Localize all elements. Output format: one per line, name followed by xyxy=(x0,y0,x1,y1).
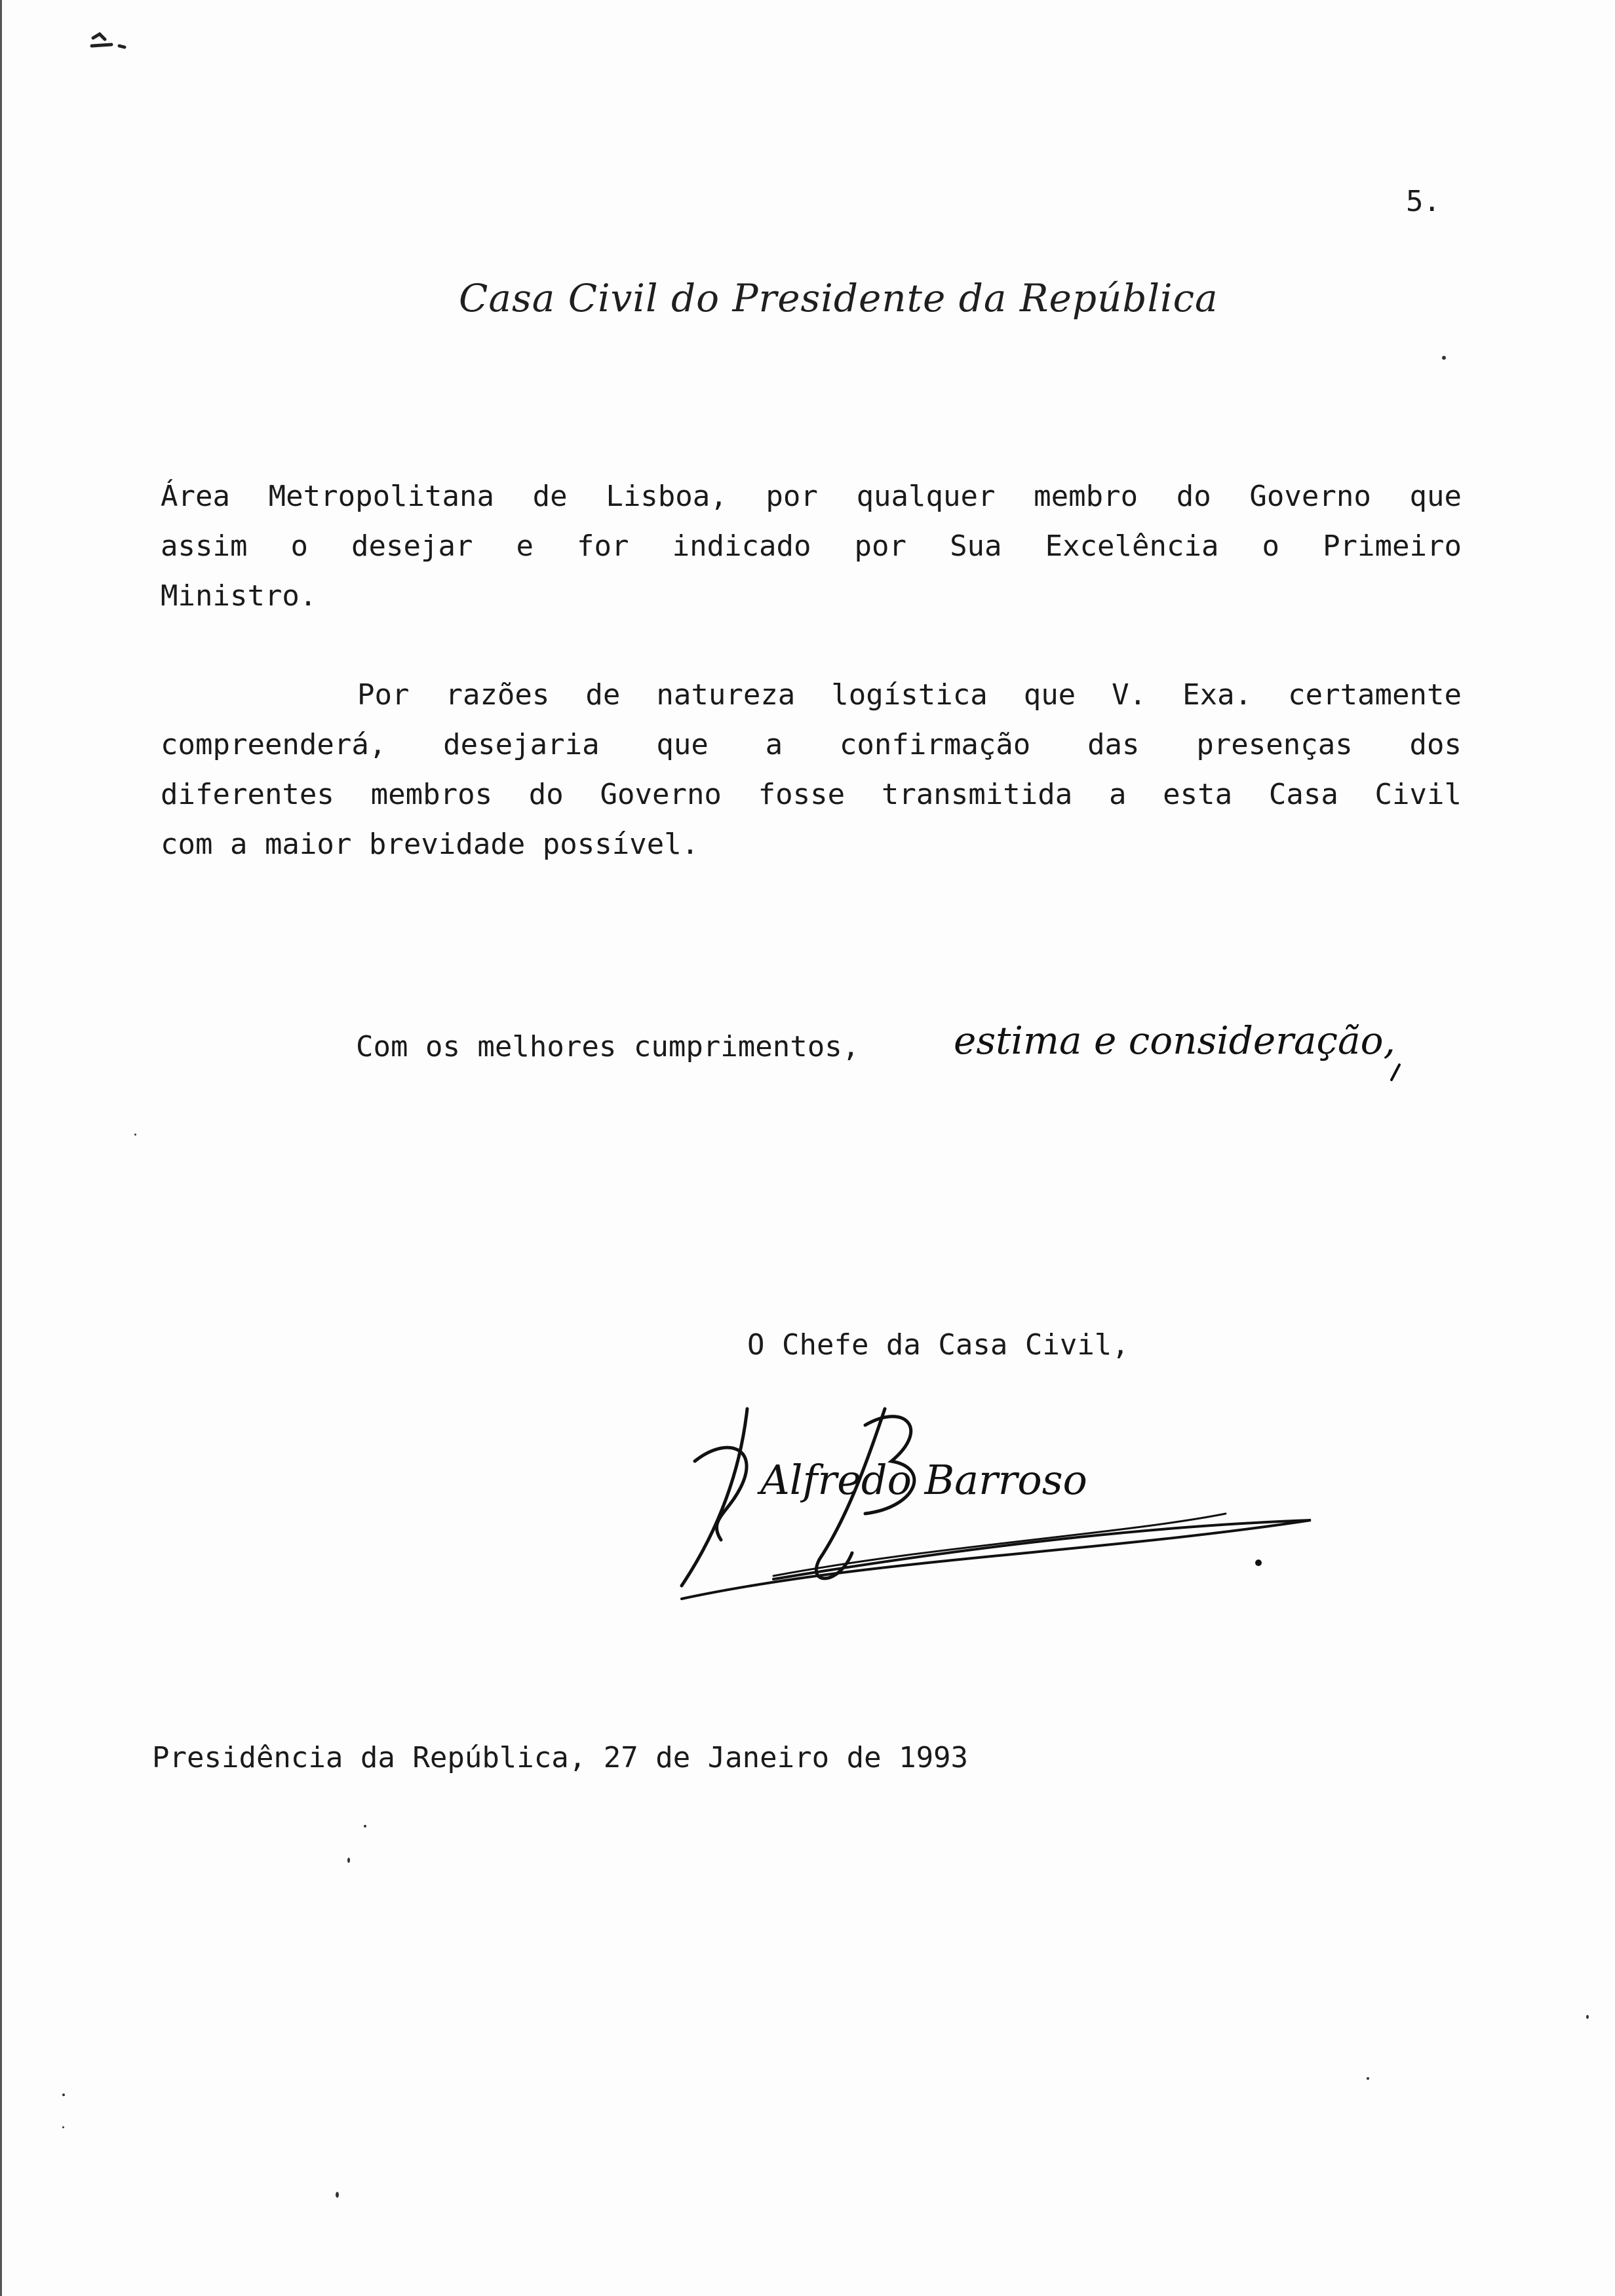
paragraph-line: Ministro. xyxy=(161,579,317,613)
letterhead-title: Casa Civil do Presidente da República xyxy=(459,276,1218,320)
paragraph-line: diferentes membros do Governo fosse transmitida a esta Casa Civil xyxy=(161,778,1462,811)
paper-speck xyxy=(347,1858,350,1863)
signatory-title: O Chefe da Casa Civil, xyxy=(747,1328,1129,1362)
paragraph-line: assim o desejar e for indicado por Sua Excelência o Primeiro xyxy=(161,529,1462,563)
paragraph-line: Por razões de natureza logística que V. Exa. certamente xyxy=(357,678,1462,712)
paragraph-line: Área Metropolitana de Lisboa, por qualquer membro do Governo que xyxy=(161,480,1462,513)
paper-speck xyxy=(336,2192,339,2198)
paper-speck xyxy=(1586,2015,1589,2019)
paper-speck xyxy=(134,1134,136,1136)
handwritten-signature xyxy=(669,1389,1324,1605)
page-left-edge xyxy=(0,0,2,2296)
paragraph-line: compreenderá, desejaria que a confirmação das presenças dos xyxy=(161,728,1462,761)
handwritten-closing-addition xyxy=(954,1003,1426,1081)
dateline: Presidência da República, 27 de Janeiro de 1993 xyxy=(152,1741,969,1774)
paper-speck xyxy=(364,1825,366,1827)
paper-speck xyxy=(62,2126,64,2128)
body-paragraph-2 xyxy=(161,670,1462,870)
signature-name-text: Alfredo Barroso xyxy=(760,1456,1087,1504)
paper-speck xyxy=(1367,2077,1369,2080)
paper-speck xyxy=(62,2094,65,2096)
paper-speck xyxy=(1442,356,1446,360)
corner-scan-mark xyxy=(85,26,138,59)
paragraph-line: com a maior brevidade possível. xyxy=(161,828,699,861)
handwritten-closing-text: estima e consideração, xyxy=(954,1018,1395,1063)
page-number: 5. xyxy=(1406,185,1441,218)
closing-salutation: Com os melhores cumprimentos, xyxy=(356,1030,860,1063)
body-paragraph-1 xyxy=(161,472,1462,621)
